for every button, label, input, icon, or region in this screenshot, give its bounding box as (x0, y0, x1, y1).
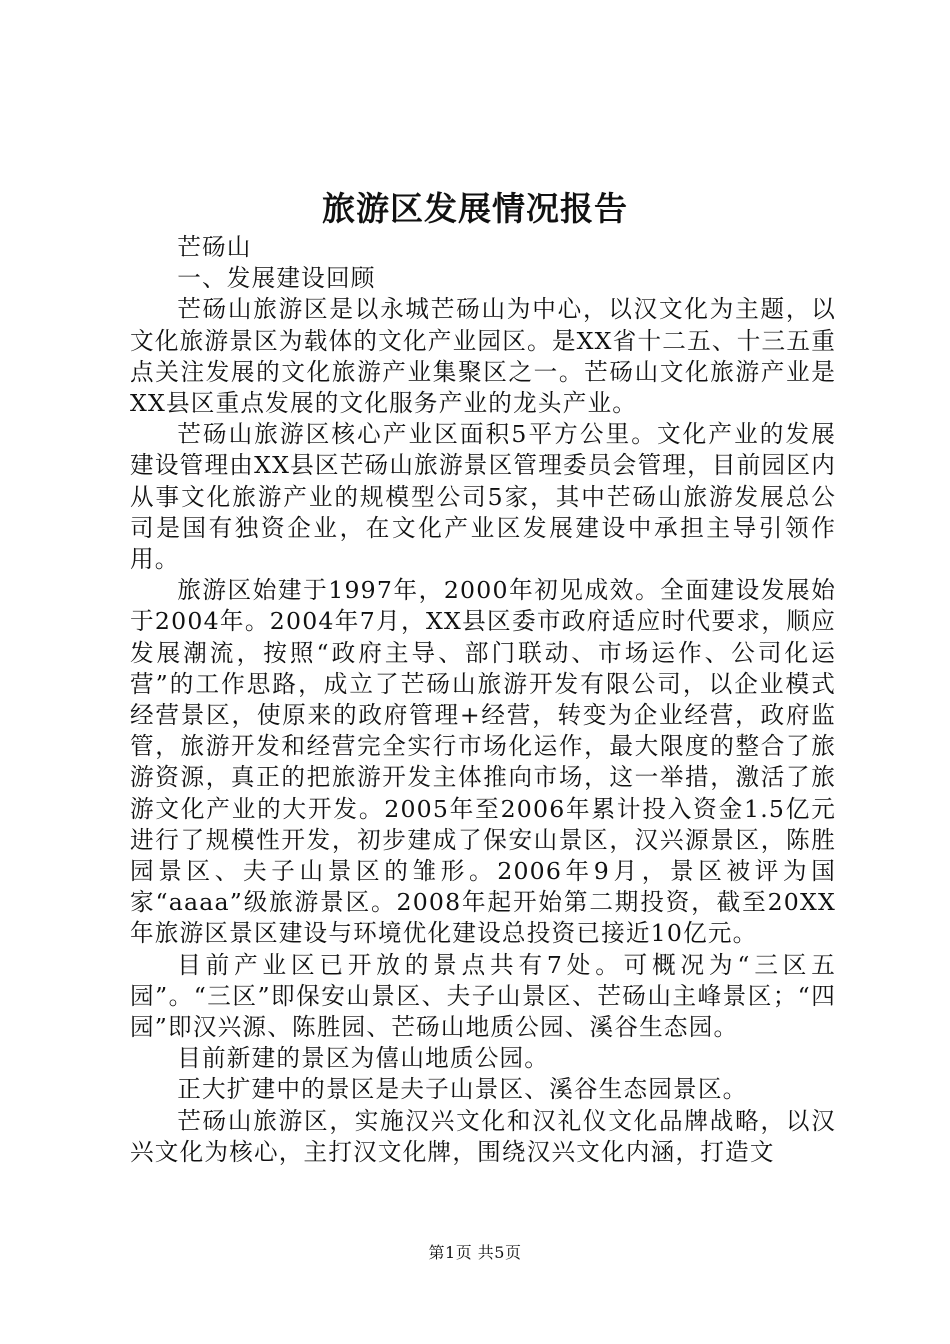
page-footer: 第1页 共5页 (428, 1243, 522, 1262)
paragraph: 芒砀山旅游区是以永城芒砀山为中心，以汉文化为主题，以文化旅游景区为载体的文化产业园区。是XX省十二五、十三五重点关注发展的文化旅游产业集聚区之一。芒砀山文化旅游产业是XX县区重点发展的文化服务产业的龙头产业。 (130, 295, 836, 418)
paragraph: 目前新建的景区为僖山地质公园。 (177, 1044, 550, 1073)
document-body (130, 232, 836, 1168)
document-title: 旅游区发展情况报告 (322, 189, 628, 228)
paragraph: 芒砀山旅游区，实施汉兴文化和汉礼仪文化品牌战略，以汉兴文化为核心，主打汉文化牌，围绕汉兴文化内涵，打造文 (130, 1106, 836, 1166)
paragraph: 旅游区始建于1997年，2000年初见成效。全面建设发展始于2004年。2004年7月，XX县区委市政府适应时代要求，顺应发展潮流，按照“政府主导、部门联动、市场运作、公司化运营”的工作思路，成立了芒砀山旅游开发有限公司，以企业模式经营景区，使原来的政府管理+经营，转变为企业经营，政府监管，旅游开发和经营完全实行市场化运作，最大限度的整合了旅游资源，真正的把旅游开发主体推向市场，这一举措，激活了旅游文化产业的大开发。2005年至2006年累计投入资金1.5亿元进行了规模性开发，初步建成了保安山景区，汉兴源景区，陈胜园景区、夫子山景区的雏形。2006年9月，景区被评为国家“aaaa”级旅游景区。2008年起开始第二期投资，截至20XX年旅游区景区建设与环境优化建设总投资已接近10亿元。 (130, 576, 836, 948)
paragraph: 正大扩建中的景区是夫子山景区、溪谷生态园景区。 (177, 1075, 748, 1104)
paragraph-author: 芒砀山 (177, 233, 252, 261)
paragraph: 芒砀山旅游区核心产业区面积5平方公里。文化产业的发展建设管理由XX县区芒砀山旅游景区管理委员会管理，目前园区内从事文化旅游产业的规模型公司5家，其中芒砀山旅游发展总公司是国有独资企业，在文化产业区发展建设中承担主导引领作用。 (130, 420, 836, 574)
paragraph: 目前产业区已开放的景点共有7处。可概况为“三区五园”。“三区”即保安山景区、夫子山景区、芒砀山主峰景区；“四园”即汉兴源、陈胜园、芒砀山地质公园、溪谷生态园。 (130, 950, 836, 1042)
section-heading: 一、发展建设回顾 (177, 264, 376, 293)
